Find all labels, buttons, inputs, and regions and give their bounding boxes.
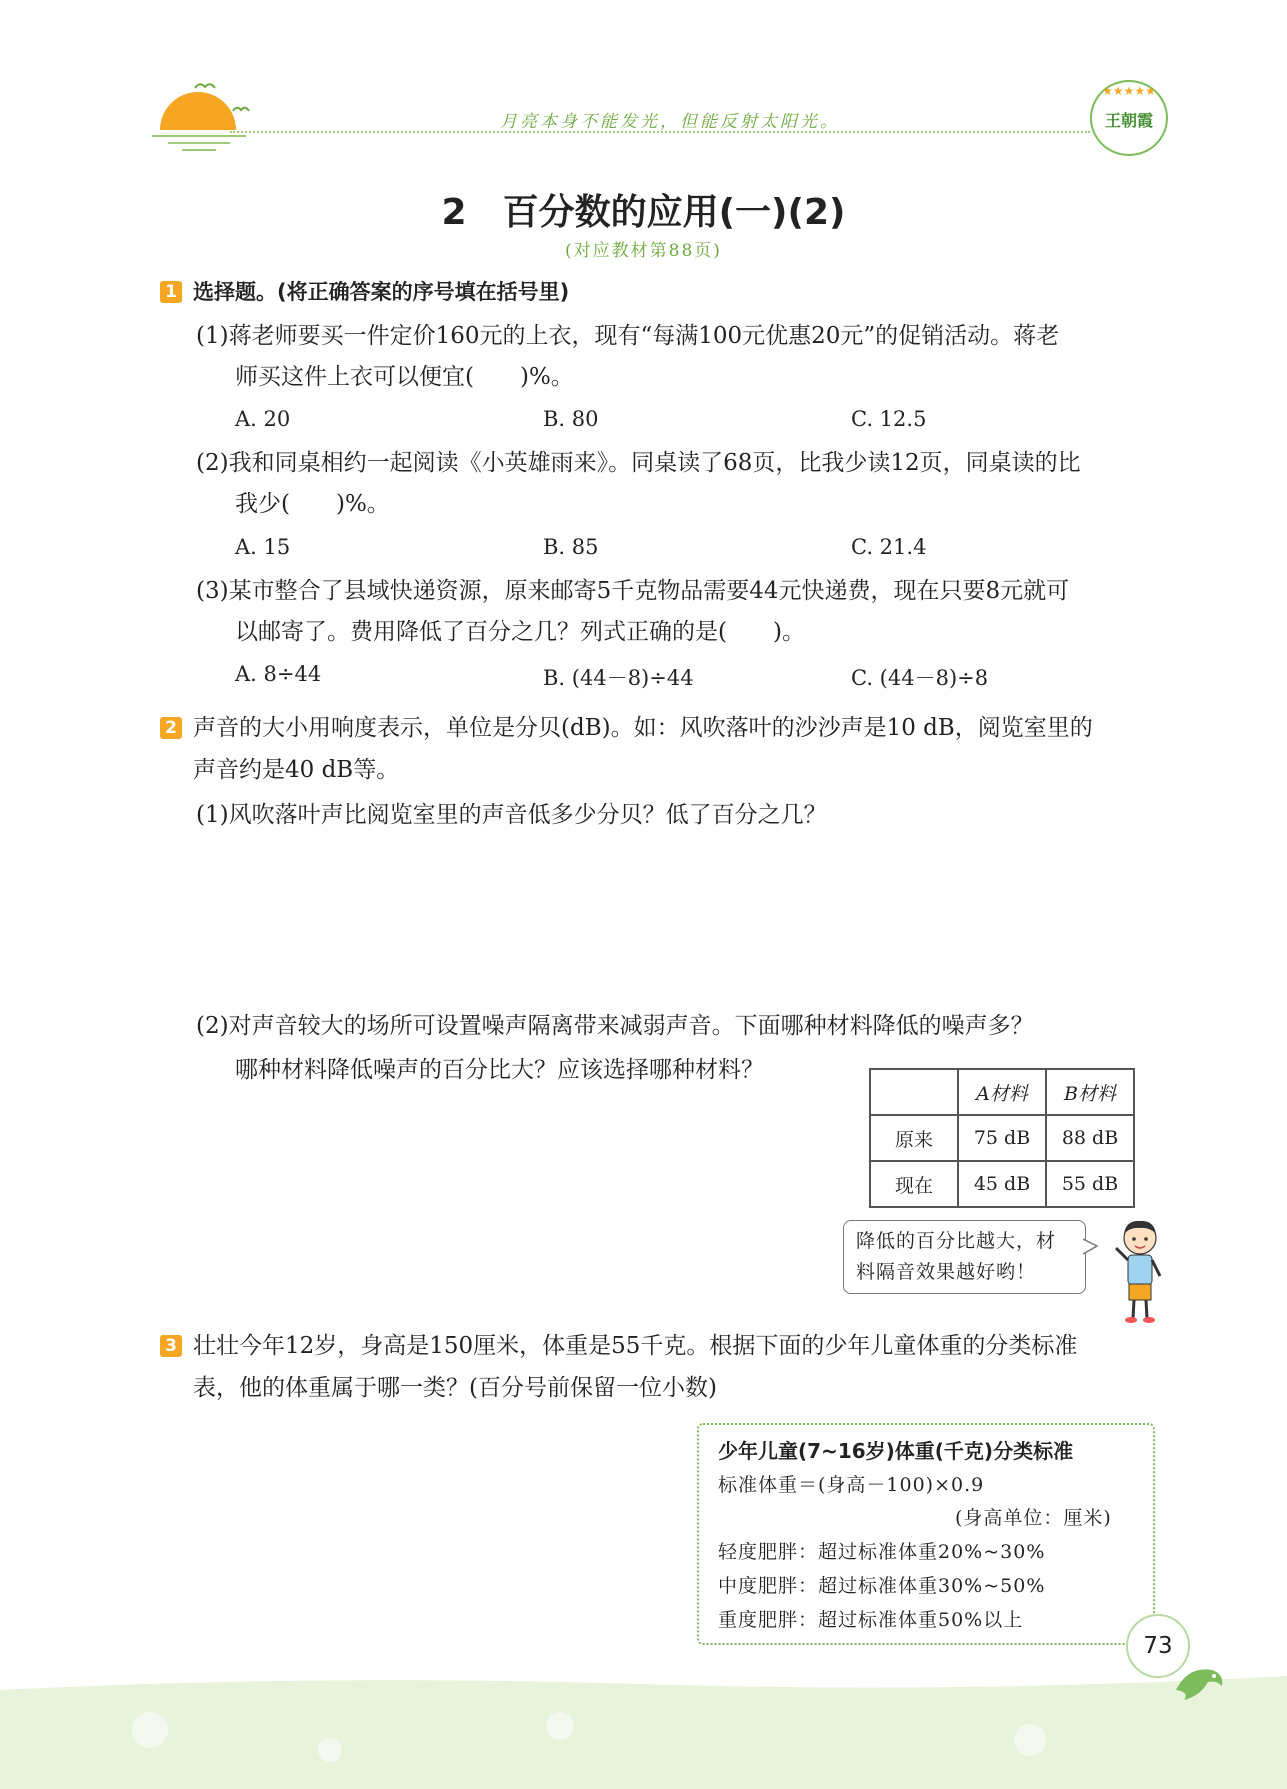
- bird-icon: [193, 80, 217, 92]
- table-cell: 现在: [870, 1161, 958, 1207]
- question-text: 壮壮今年12岁，身高是150厘米，体重是55千克。根据下面的少年儿童体重的分类标准: [193, 1333, 1078, 1359]
- question-text: 声音约是40 dB等。: [193, 757, 400, 783]
- table-cell: 55 dB: [1046, 1161, 1134, 1207]
- option-c: C. 21.4: [851, 535, 927, 559]
- standard-formula: 标准体重＝(身高－100)×0.9: [718, 1474, 985, 1496]
- page-title: 2 百分数的应用(一)(2): [441, 192, 846, 233]
- bubble-line: 降低的百分比越大，材: [856, 1230, 1057, 1252]
- question-text: (3)某市整合了县域快递资源，原来邮寄5千克物品需要44元快递费，现在只要8元就可: [196, 578, 1070, 604]
- standard-line: 中度肥胖：超过标准体重30%~50%: [718, 1575, 1046, 1597]
- publisher-logo: ★★★★★ 王朝霞: [1090, 80, 1168, 156]
- sub-question: 哪种材料降低噪声的百分比大？应该选择哪种材料？: [235, 1057, 764, 1083]
- option-a: A. 20: [235, 407, 291, 431]
- page-subtitle: (对应教材第88页): [565, 241, 722, 261]
- standard-title: 少年儿童(7~16岁)体重(千克)分类标准: [718, 1439, 1074, 1463]
- question-number: 1: [160, 281, 182, 303]
- question-text: (2)我和同桌相约一起阅读《小英雄雨来》。同桌读了68页，比我少读12页，同桌读的比: [196, 450, 1081, 476]
- logo-text: 王朝霞: [1104, 111, 1153, 130]
- option-b: B. 85: [543, 535, 599, 559]
- table-header-cell: A材料: [958, 1069, 1046, 1115]
- table-row: [870, 1161, 1134, 1207]
- footer-background: [0, 1660, 1287, 1789]
- table-cell: 88 dB: [1046, 1115, 1134, 1161]
- question-text: 我少( )%。: [235, 491, 390, 517]
- page-number: 73: [1126, 1614, 1190, 1678]
- option-b: B. 80: [543, 407, 599, 431]
- option-b: B. (44－8)÷44: [543, 666, 694, 690]
- bubble-line: 料隔音效果越好哟！: [856, 1261, 1037, 1283]
- table-cell: 原来: [870, 1115, 958, 1161]
- question-text: (1)蒋老师要买一件定价160元的上衣，现有“每满100元优惠20元”的促销活动。蒋老: [196, 323, 1060, 349]
- table-row: [870, 1115, 1134, 1161]
- boy-character-icon: [1110, 1218, 1170, 1326]
- table-cell: 75 dB: [958, 1115, 1046, 1161]
- option-c: C. 12.5: [851, 407, 927, 431]
- table-header-cell: B材料: [1046, 1069, 1134, 1115]
- option-a: A. 15: [235, 535, 291, 559]
- sub-question: (1)风吹落叶声比阅览室里的声音低多少分贝？低了百分之几？: [196, 802, 827, 828]
- table-header-cell: [870, 1069, 958, 1115]
- table-cell: 45 dB: [958, 1161, 1046, 1207]
- standard-line: 重度肥胖：超过标准体重50%以上: [718, 1609, 1024, 1631]
- question-heading: 选择题。(将正确答案的序号填在括号里): [193, 280, 570, 304]
- question-text: 以邮寄了。费用降低了百分之几？列式正确的是( )。: [235, 619, 805, 645]
- question-text: 表，他的体重属于哪一类？(百分号前保留一位小数): [193, 1375, 717, 1401]
- table-header-row: [870, 1069, 1134, 1115]
- option-a: A. 8÷44: [235, 662, 322, 686]
- question-text: 声音的大小用响度表示，单位是分贝(dB)。如：风吹落叶的沙沙声是10 dB，阅览室里的: [193, 715, 1093, 741]
- standard-line: 轻度肥胖：超过标准体重20%~30%: [718, 1541, 1046, 1563]
- question-number: 2: [160, 717, 182, 739]
- option-c: C. (44－8)÷8: [851, 666, 989, 690]
- question-number: 3: [160, 1335, 182, 1357]
- sub-question: (2)对声音较大的场所可设置噪声隔离带来减弱声音。下面哪种材料降低的噪声多？: [196, 1013, 1034, 1039]
- question-text: 师买这件上衣可以便宜( )%。: [235, 364, 574, 390]
- material-table: [869, 1068, 1135, 1208]
- standard-unit-note: (身高单位：厘米): [955, 1507, 1112, 1529]
- bubble-text: [856, 1226, 1056, 1288]
- bird-icon: [232, 104, 250, 114]
- bubble-tail: [1083, 1238, 1099, 1256]
- header-motto: 月亮本身不能发光，但能反射太阳光。: [500, 112, 840, 132]
